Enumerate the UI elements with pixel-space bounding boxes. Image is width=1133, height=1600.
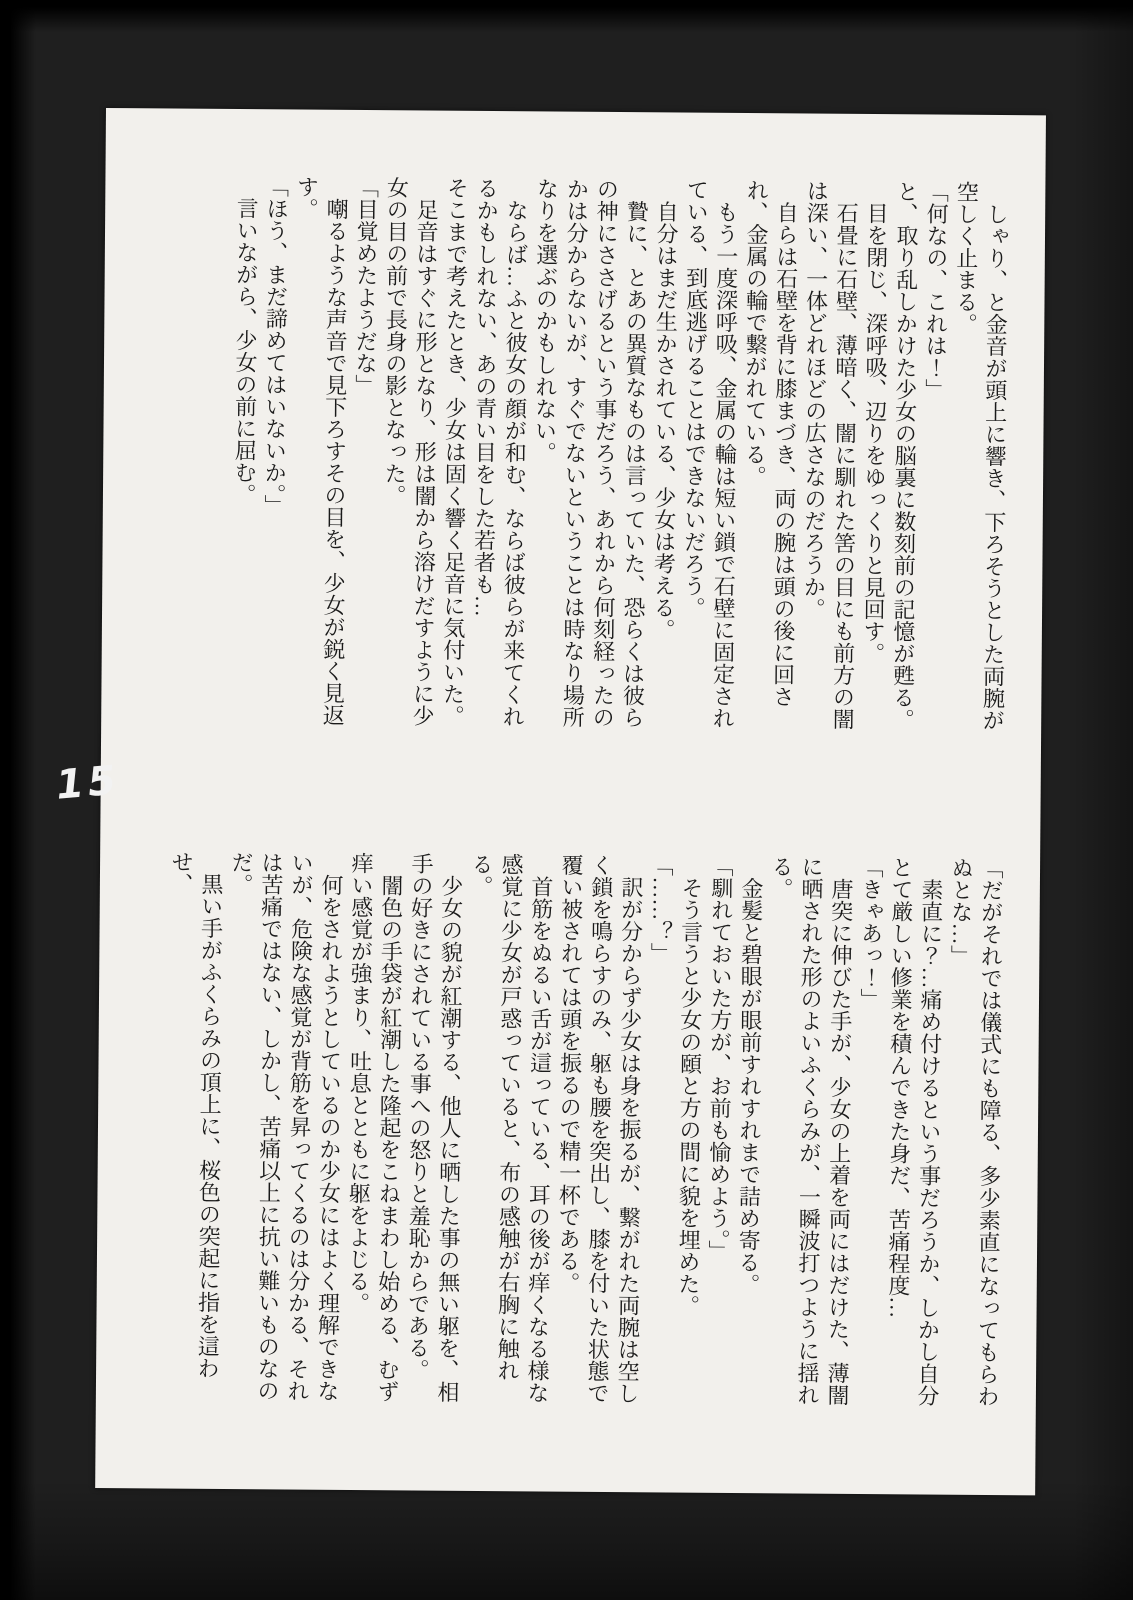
paragraph: 石畳に石壁、薄暗く、闇に馴れた筈の目にも前方の闇は深い、一体どれほどの広さなのだろうか。 (801, 179, 860, 730)
paragraph: 足音はすぐに形となり、形は闇から溶けだすように少女の目の前で長身の影となった。 (381, 176, 440, 727)
paragraph: 「目覚めたようだな」 (352, 175, 380, 397)
paragraph: そこまで考えたとき、少女は固く響く足音に気付いた。 (440, 176, 470, 727)
story-text-block-top (227, 175, 1011, 733)
paragraph: ならば…ふと彼女の顔が和む、ならば彼らが来てくれるかもしれない、あの青い目をした若者も… (471, 176, 530, 728)
paragraph: 「ほう、まだ諦めてはいないか。」 (261, 175, 290, 517)
paragraph: 「きゃあっ！」 (857, 855, 885, 1011)
page-number: 15 (54, 757, 122, 809)
paragraph: 首筋をぬるい舌が這っている、耳の後が痒くなる様な感覚に少女が戸惑っていると、布の感触が右胸に触れる。 (468, 852, 554, 1404)
paragraph: しゃり、と金音が頭上に響き、下ろそうとした両腕が空しく止まる。 (953, 180, 1010, 732)
paragraph: 黒い手がふくらみの頂上に、桜色の突起に指を這わせ、 (168, 850, 224, 1379)
paragraph: 何をされようとしているのか少女にはよく理解できないが、危険な感覚が背筋を昇ってくるのは分かる、それは苦痛ではない、しかし、苦痛以上に抗い難いものなのだ。 (228, 850, 344, 1402)
paragraph: 少女の貌が紅潮する、他人に晒した事の無い躯を、相手の好きにされている事への怒りと羞恥からである。 (405, 852, 464, 1403)
paragraph: 素直に？…痛め付けるという事だろうか、しかし自分とて厳しい修業を積んできた身だ、苦痛程度… (885, 856, 944, 1407)
paragraph: 嘲るような声音で見下ろすその目を、少女が鋭く見返す。 (294, 175, 350, 726)
paragraph: 金髪と碧眼が眼前すれすれまで詰め寄る。 (735, 876, 764, 1296)
paragraph: 「……？」 (648, 854, 675, 965)
paragraph: そう言うと少女の頤と方の間に貌を埋めた。 (675, 876, 704, 1317)
paragraph: と、取り乱しかけた少女の脳裏に数刻前の記憶が甦る。 (890, 180, 920, 731)
paragraph: 「馴れておいた方が、お前も愉めよう。」 (705, 854, 735, 1262)
paragraph: 闇色の手袋が紅潮した隆起をこねまわし始める、むず痒い感覚が強まり、吐息とともに躯をよじる。 (345, 851, 404, 1403)
paragraph: 「だがそれでは儀式にも障る、多少素直になってもらわぬとな…」 (948, 856, 1005, 1408)
story-text-block-bottom (162, 850, 1006, 1409)
paragraph: 自らは石壁を背に膝まづき、両の腕は頭の後に回され、金属の輪で繋がれている。 (742, 179, 800, 708)
paragraph: 唐突に伸びた手が、少女の上着を両にはだけた、薄闇に晒された形のよいふくらみが、一瞬波打つように揺れる。 (768, 855, 854, 1406)
paragraph: 自分はまだ生かされている、少女は考える。 (650, 200, 680, 641)
paragraph: 訳が分からず少女は身を振るが、繋がれた両腕は空しく鎖を鳴らすのみ、躯も腰を突出し、膝を付いた状態で覆い被されては頭を振るので精一杯である。 (555, 853, 644, 1405)
paragraph: 目を閉じ、深呼吸、辺りをゆっくりと見回す。 (860, 201, 890, 665)
paragraph: もう一度深呼吸、金属の輪は短い鎖で石壁に固定されている、到底逃げることはできないだろう。 (681, 178, 740, 729)
paragraph: 「何なの、これは！」 (922, 180, 950, 401)
paragraph: 贄に、とあの異質なものは言っていた、恐らくは彼らの神にささげるという事だろう、あれから何刻経ったのかは分からないが、すぐでないということは時なり場所なりを選ぶのかもしれない。 (532, 177, 650, 729)
book-page (95, 108, 1046, 1495)
paragraph: 言いながら、少女の前に屈む。 (231, 197, 260, 506)
